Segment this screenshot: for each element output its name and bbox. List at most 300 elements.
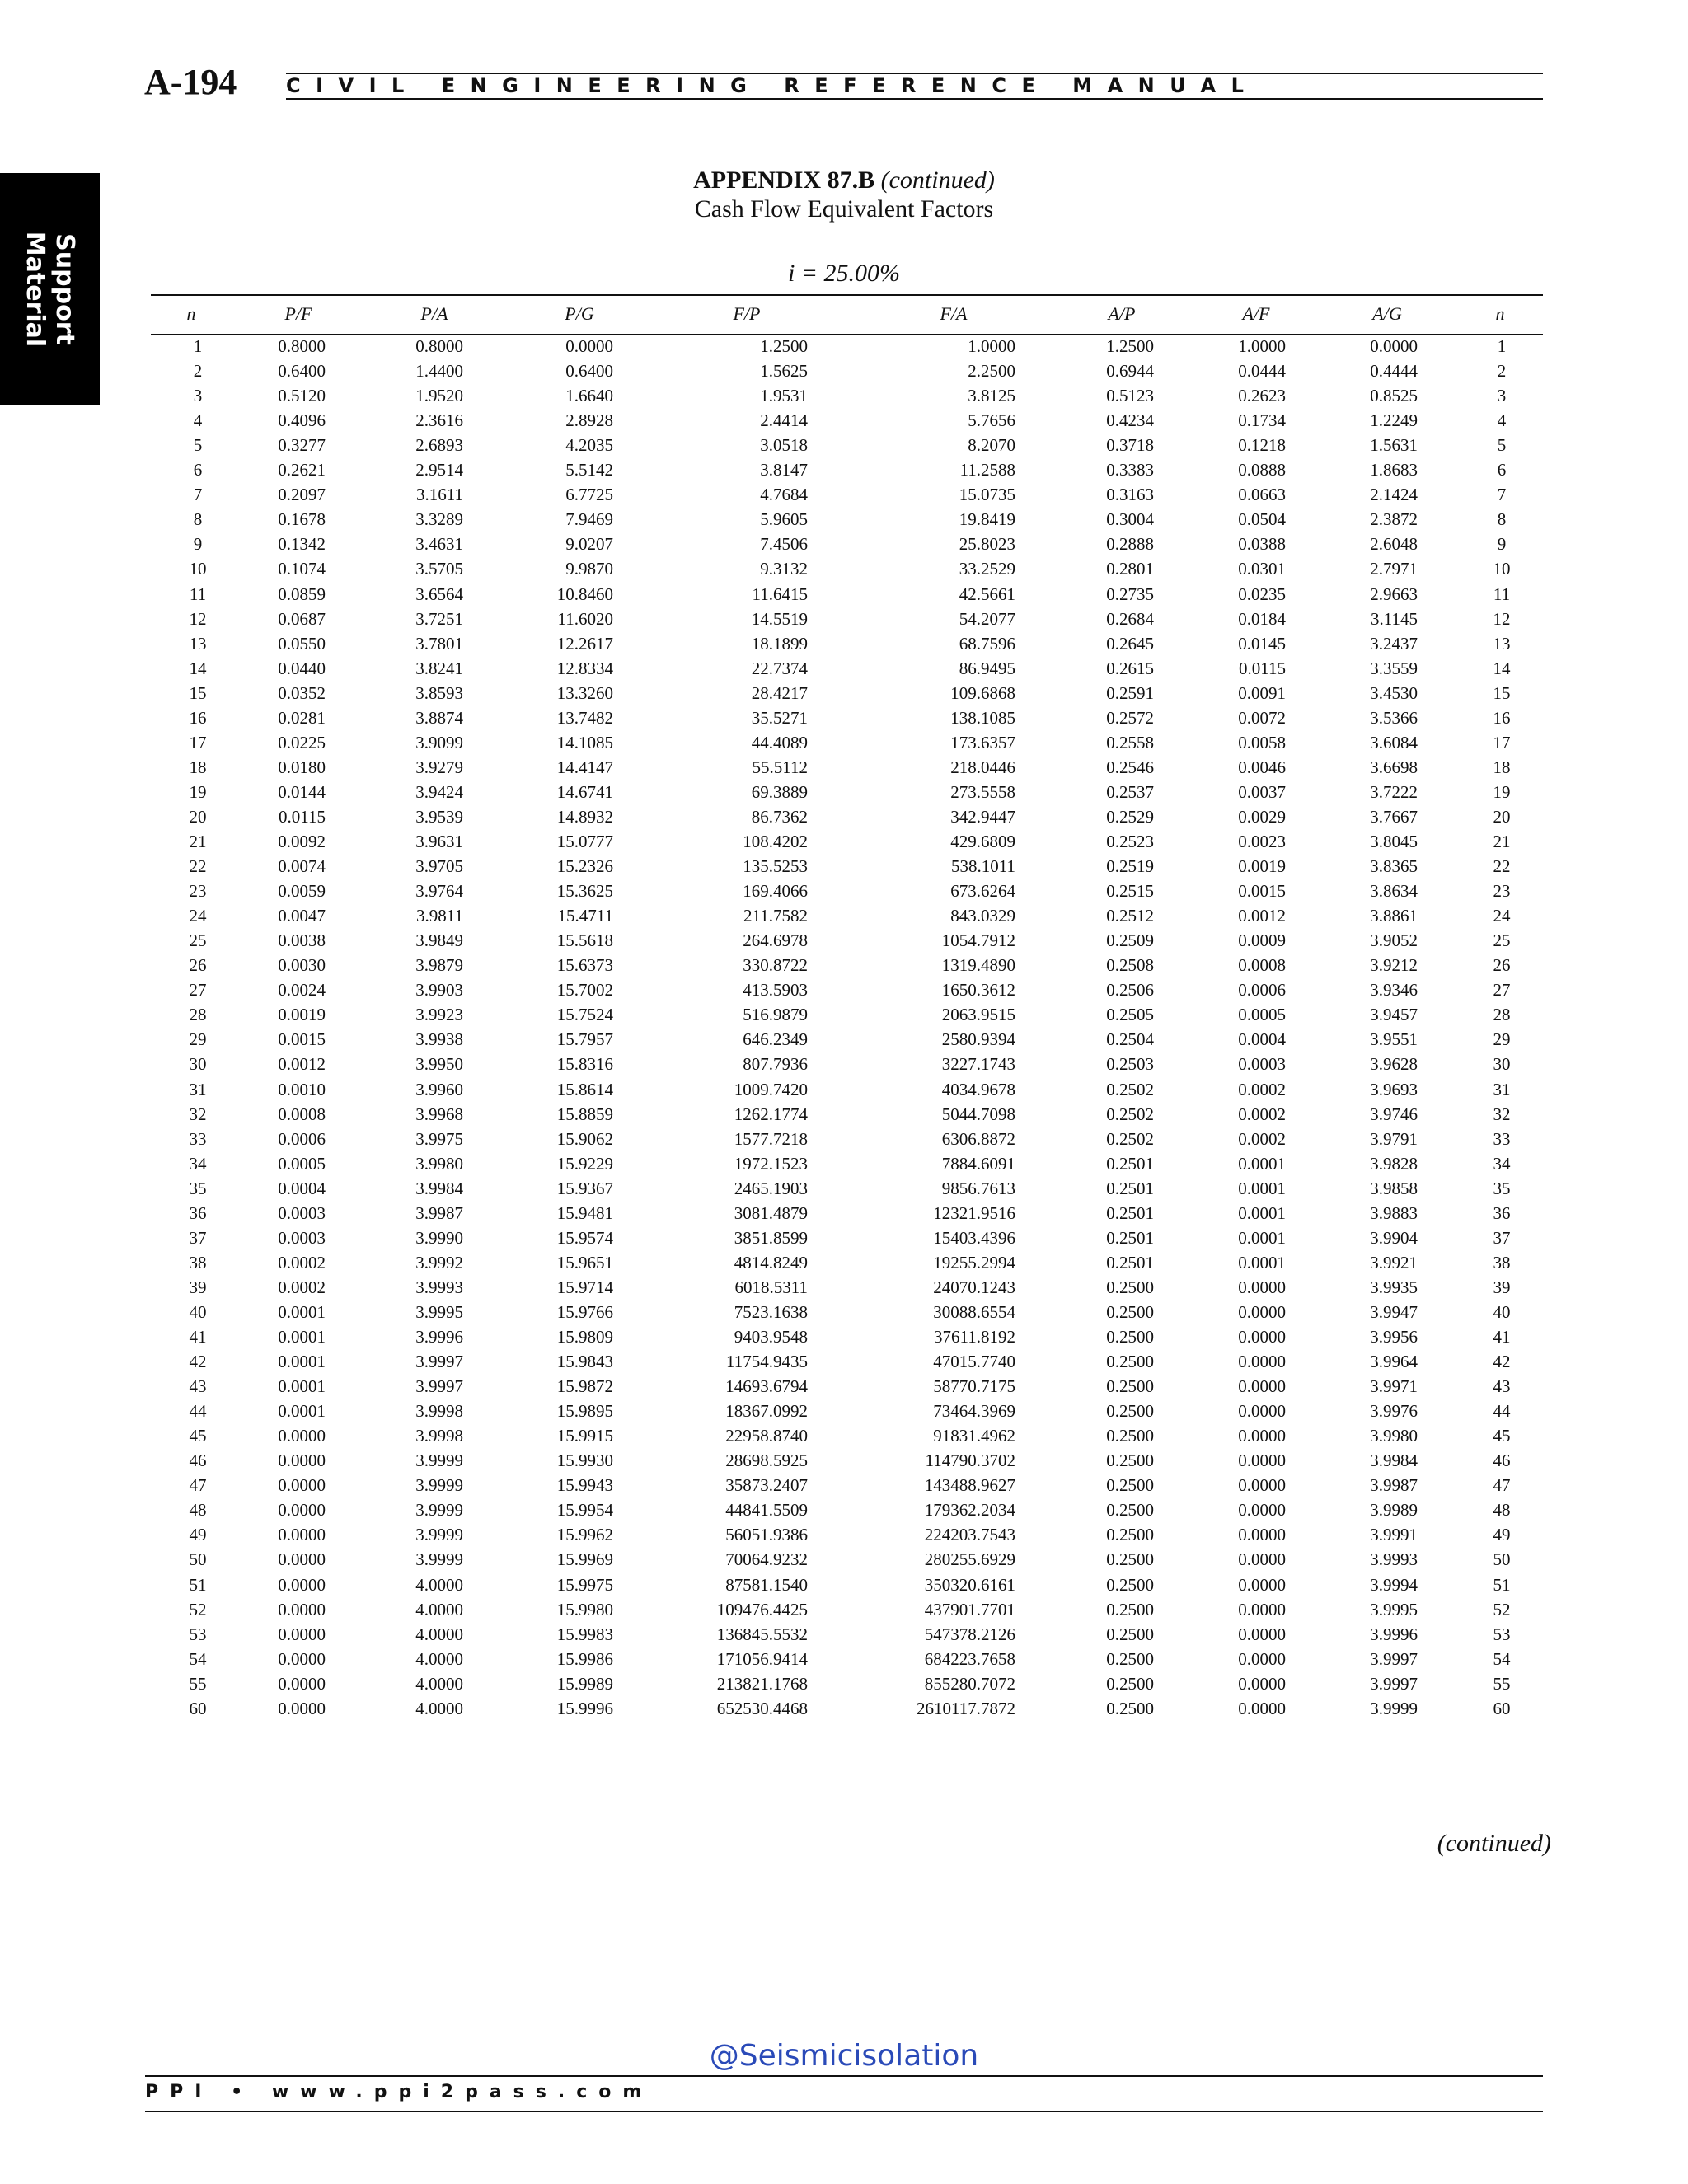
table-cell: 0.0000 (278, 1673, 326, 1694)
table-cell: 0.1734 (1238, 410, 1286, 431)
table-cell: 0.0001 (1238, 1153, 1286, 1174)
table-cell: 3.9764 (415, 881, 463, 902)
table-cell: 11 (189, 583, 207, 604)
table-cell: 3.9999 (415, 1451, 463, 1471)
table-cell: 0.4444 (1370, 361, 1418, 382)
table-cell: 3.9052 (1370, 930, 1418, 951)
table-cell: 1.6640 (565, 386, 613, 406)
table-cell: 15.9915 (556, 1426, 613, 1446)
table-cell: 3.9923 (415, 1005, 463, 1025)
table-cell: 3.9998 (415, 1401, 463, 1422)
table-cell: 0.0038 (278, 930, 326, 951)
table-cell: 0.6400 (278, 361, 326, 382)
table-cell: 3.9993 (1370, 1549, 1418, 1570)
table-cell: 22 (1493, 856, 1511, 877)
table-cell: 0.2621 (278, 460, 326, 480)
table-cell: 0.0000 (278, 1599, 326, 1619)
table-cell: 50 (189, 1549, 207, 1570)
table-cell: 0.2537 (1106, 781, 1154, 802)
table-cell: 68.7596 (959, 633, 1015, 654)
table-cell: 0.0000 (1238, 1698, 1286, 1718)
page-number: A-194 (144, 62, 237, 102)
table-cell: 3.9999 (415, 1525, 463, 1545)
table-cell: 0.2509 (1106, 930, 1154, 951)
table-cell: 20 (189, 806, 207, 827)
table-cell: 3.8147 (760, 460, 808, 480)
table-cell: 0.2501 (1106, 1178, 1154, 1198)
table-cell: 4 (1497, 410, 1507, 431)
table-cell: 3.6564 (415, 583, 463, 604)
table-cell: 24 (1493, 906, 1511, 926)
table-cell: 15.9983 (556, 1624, 613, 1644)
table-cell: 3.9999 (415, 1500, 463, 1521)
table-cell: 0.0000 (1238, 1599, 1286, 1619)
table-cell: 15.9969 (556, 1549, 613, 1570)
table-cell: 0.0115 (1239, 658, 1286, 678)
table-cell: 4.0000 (415, 1599, 463, 1619)
table-cell: 0.0072 (1238, 707, 1286, 728)
table-cell: 3.9976 (1370, 1401, 1418, 1422)
table-cell: 86.9495 (959, 658, 1015, 678)
table-cell: 21 (189, 832, 207, 851)
table-cell: 0.0000 (278, 1475, 326, 1496)
table-cell: 15 (1493, 682, 1511, 703)
table-cell: 0.0000 (278, 1574, 326, 1595)
table-cell: 3.1145 (1371, 608, 1418, 629)
table-cell: 0.0059 (278, 881, 326, 902)
table-cell: 0.8000 (278, 336, 326, 356)
table-cell: 9.0207 (565, 534, 613, 555)
table-cell: 15.8316 (556, 1054, 613, 1075)
table-cell: 41 (189, 1327, 207, 1347)
table-cell: 0.2523 (1106, 832, 1154, 851)
table-cell: 38 (1493, 1252, 1511, 1272)
table-cell: 0.2500 (1106, 1451, 1154, 1471)
table-cell: 843.0329 (950, 906, 1015, 926)
table-cell: 0.2501 (1106, 1153, 1154, 1174)
table-cell: 42 (1493, 1352, 1511, 1372)
table-cell: 3.8861 (1370, 906, 1418, 926)
table-cell: 7.4506 (760, 534, 808, 555)
table-cell: 3851.8599 (734, 1227, 808, 1248)
table-cell: 3.9989 (1370, 1500, 1418, 1521)
table-cell: 15.7524 (556, 1005, 613, 1025)
appendix-continued: (continued) (880, 166, 995, 194)
footer-text: PPI • www.ppi2pass.com (145, 2082, 654, 2102)
table-cell: 3.9997 (415, 1352, 463, 1372)
table-cell: 0.0115 (279, 806, 326, 827)
table-cell: 2.6893 (415, 435, 463, 456)
table-cell: 32 (1493, 1104, 1511, 1124)
table-cell: 652530.4468 (716, 1698, 808, 1718)
table-cell: 0.3383 (1106, 460, 1154, 480)
table-cell: 0.2500 (1106, 1525, 1154, 1545)
table-cell: 0.2684 (1106, 608, 1154, 629)
table-cell: 3.8874 (415, 707, 463, 728)
table-cell: 0.2502 (1106, 1104, 1154, 1124)
table-cell: 15.9062 (556, 1128, 613, 1149)
table-cell: 7 (193, 485, 203, 505)
table-cell: 0.0006 (1238, 980, 1286, 1001)
table-cell: 42 (189, 1352, 207, 1372)
table-cell: 6 (193, 460, 203, 480)
table-cell: 0.2591 (1106, 682, 1154, 703)
table-cell: 15.9954 (556, 1500, 613, 1521)
table-cell: 3.9811 (416, 906, 463, 926)
table-cell: 0.0000 (1238, 1277, 1286, 1297)
table-cell: 37 (1493, 1227, 1511, 1248)
table-cell: 15.9367 (556, 1178, 613, 1198)
table-cell: 13.7482 (556, 707, 613, 728)
table-cell: 0.0301 (1238, 559, 1286, 579)
table-cell: 3.8634 (1370, 881, 1418, 902)
table-cell: 3.9999 (1370, 1698, 1418, 1718)
table-cell: 33 (189, 1128, 207, 1149)
table-cell: 4.0000 (415, 1698, 463, 1718)
table-cell: 3.9539 (415, 806, 463, 827)
table-cell: 0.2500 (1106, 1624, 1154, 1644)
table-cell: 0.0002 (278, 1252, 326, 1272)
table-cell: 0.0037 (1238, 781, 1286, 802)
table-cell: 28 (1493, 1005, 1511, 1025)
table-cell: 0.0091 (1238, 682, 1286, 703)
table-cell: 3.4530 (1370, 682, 1418, 703)
interest-rate: i = 25.00% (787, 260, 901, 287)
table-cell: 11.6020 (557, 608, 613, 629)
table-cell: 35873.2407 (725, 1475, 808, 1496)
table-cell: 3.9960 (415, 1079, 463, 1099)
table-cell: 0.0012 (278, 1054, 326, 1075)
table-cell: 5044.7098 (941, 1104, 1015, 1124)
table-cell: 5.9605 (760, 509, 808, 530)
table-cell: 109.6868 (950, 682, 1015, 703)
table-cell: 0.2512 (1106, 906, 1154, 926)
table-cell: 43 (189, 1376, 207, 1397)
table-cell: 0.2506 (1106, 980, 1154, 1001)
table-cell: 0.2500 (1106, 1673, 1154, 1694)
table-cell: 14.8932 (556, 806, 613, 827)
table-cell: 273.5558 (950, 781, 1015, 802)
table-cell: 15.9975 (556, 1574, 613, 1595)
table-cell: 3.7801 (415, 633, 463, 654)
table-cell: 3.9980 (415, 1153, 463, 1174)
table-cell: 15.9996 (556, 1698, 613, 1718)
table-cell: 0.0074 (278, 856, 326, 877)
table-cell: 0.5120 (278, 386, 326, 406)
table-cell: 0.0000 (1238, 1401, 1286, 1422)
table-cell: 51 (189, 1574, 207, 1595)
table-cell: 3.9935 (1370, 1277, 1418, 1297)
table-cell: 0.0000 (278, 1451, 326, 1471)
table-cell: 1.5625 (760, 361, 808, 382)
table-cell: 0.0005 (278, 1153, 326, 1174)
table-rule-top (151, 294, 1543, 296)
table-cell: 3.8125 (968, 386, 1015, 406)
table-cell: 45 (189, 1426, 207, 1446)
table-cell: 52 (1493, 1599, 1511, 1619)
table-cell: 14.4147 (556, 757, 613, 777)
table-cell: 35.5271 (751, 707, 808, 728)
table-cell: 3.9997 (1370, 1648, 1418, 1669)
table-cell: 0.0000 (1238, 1327, 1286, 1347)
table-cell: 24070.1243 (933, 1277, 1015, 1297)
table-cell: 0.0001 (1238, 1227, 1286, 1248)
table-cell: 0.3277 (278, 435, 326, 456)
table-cell: 0.2501 (1106, 1227, 1154, 1248)
table-cell: 73464.3969 (933, 1401, 1015, 1422)
table-cell: 3.9921 (1370, 1252, 1418, 1272)
table-cell: 0.0281 (278, 707, 326, 728)
table-cell: 3.9858 (1370, 1178, 1418, 1198)
table-cell: 9856.7613 (941, 1178, 1015, 1198)
header-rule-top (286, 73, 1543, 74)
table-cell: 0.0004 (1238, 1029, 1286, 1050)
table-cell: 0.0225 (278, 732, 326, 752)
table-cell: 0.0092 (278, 832, 326, 851)
table-cell: 0.0000 (1370, 336, 1418, 356)
table-cell: 44 (189, 1401, 207, 1422)
table-cell: 0.0002 (1238, 1128, 1286, 1149)
table-cell: 37 (189, 1227, 207, 1248)
table-cell: 171056.9414 (716, 1648, 808, 1669)
table-cell: 33 (1493, 1128, 1511, 1149)
table-cell: 12 (189, 608, 207, 629)
table-cell: 15.6373 (556, 955, 613, 976)
table-cell: 3.7667 (1370, 806, 1418, 827)
table-cell: 3.9990 (415, 1227, 463, 1248)
table-cell: 0.2558 (1106, 732, 1154, 752)
table-cell: 0.8525 (1370, 386, 1418, 406)
table-cell: 0.2515 (1106, 881, 1154, 902)
table-cell: 0.0000 (1238, 1549, 1286, 1570)
table-cell: 15.9943 (556, 1475, 613, 1496)
table-cell: 49 (1493, 1525, 1511, 1545)
side-tab-label (20, 232, 79, 347)
table-cell: 7 (1497, 485, 1507, 505)
table-cell: 70064.9232 (725, 1549, 808, 1570)
table-cell: 0.2500 (1106, 1599, 1154, 1619)
table-cell: 4.2035 (565, 435, 613, 456)
table-cell: 1.8683 (1370, 460, 1418, 480)
table-cell: 342.9447 (950, 806, 1015, 827)
table-cell: 437901.7701 (924, 1599, 1015, 1619)
table-cell: 3.9693 (1370, 1079, 1418, 1099)
table-cell: 0.0687 (278, 608, 326, 629)
table-cell: 18 (189, 757, 207, 777)
table-cell: 0.0003 (278, 1202, 326, 1223)
table-cell: 1.0000 (1238, 336, 1286, 356)
table-cell: 3.9996 (1370, 1624, 1418, 1644)
table-cell: 264.6978 (743, 930, 808, 951)
table-cell: 350320.6161 (924, 1574, 1015, 1595)
table-cell: 3.9971 (1370, 1376, 1418, 1397)
table-cell: 3.9997 (1370, 1673, 1418, 1694)
table-cell: 280255.6929 (924, 1549, 1015, 1570)
table-cell: 0.0000 (278, 1698, 326, 1718)
table-cell: 31 (1493, 1079, 1511, 1099)
table-cell: 15.7002 (556, 980, 613, 1001)
table-cell: 143488.9627 (924, 1475, 1015, 1496)
table-cell: 18367.0992 (725, 1401, 808, 1422)
table-cell: 3.9883 (1370, 1202, 1418, 1223)
table-cell: 0.5123 (1106, 386, 1154, 406)
table-cell: 2.6048 (1370, 534, 1418, 555)
table-cell: 0.0184 (1238, 608, 1286, 629)
table-cell: 28.4217 (751, 682, 808, 703)
table-cell: 3.8045 (1370, 832, 1418, 851)
table-cell: 0.0144 (278, 781, 326, 802)
table-cell: 11.2588 (959, 460, 1015, 480)
table-cell: 3.8593 (415, 682, 463, 703)
table-cell: 14.1085 (556, 732, 613, 752)
table-cell: 0.0000 (1238, 1376, 1286, 1397)
table-cell: 0.0030 (278, 955, 326, 976)
table-cell: 3.9903 (415, 980, 463, 1001)
table-cell: 9 (193, 534, 203, 555)
table-cell: 12.2617 (556, 633, 613, 654)
table-cell: 0.2888 (1106, 534, 1154, 555)
table-cell: 0.0008 (1238, 955, 1286, 976)
table-cell: 0.2572 (1106, 707, 1154, 728)
table-cell: 46 (1493, 1451, 1511, 1471)
table-cell: 0.0015 (1238, 881, 1286, 902)
side-tab-line1: Support (50, 233, 79, 345)
table-cell: 330.8722 (743, 955, 808, 976)
table-cell: 3.9991 (1370, 1525, 1418, 1545)
table-cell: 0.3004 (1106, 509, 1154, 530)
table-cell: 3.9984 (415, 1178, 463, 1198)
table-cell: 39 (189, 1277, 207, 1297)
table-cell: 2.3616 (415, 410, 463, 431)
table-cell: 3.2437 (1370, 633, 1418, 654)
column-header: P/G (565, 303, 594, 324)
table-cell: 0.2500 (1106, 1352, 1154, 1372)
table-cell: 44.4089 (751, 732, 808, 752)
table-cell: 2.4414 (760, 410, 808, 431)
table-cell: 11754.9435 (726, 1352, 808, 1372)
table-cell: 54 (189, 1648, 207, 1669)
table-cell: 17 (189, 732, 207, 752)
table-cell: 516.9879 (743, 1005, 808, 1025)
table-cell: 3081.4879 (734, 1202, 808, 1223)
table-cell: 224203.7543 (924, 1525, 1015, 1545)
table-cell: 2.3872 (1370, 509, 1418, 530)
table-cell: 0.2546 (1106, 757, 1154, 777)
table-cell: 0.2501 (1106, 1252, 1154, 1272)
table-cell: 0.0002 (1238, 1079, 1286, 1099)
table-cell: 0.1678 (278, 509, 326, 530)
table-cell: 12 (1493, 608, 1511, 629)
table-cell: 13 (189, 633, 207, 654)
table-cell: 0.6944 (1106, 361, 1154, 382)
table-cell: 15.9872 (556, 1376, 613, 1397)
table-cell: 0.2500 (1106, 1277, 1154, 1297)
table-cell: 3.9746 (1370, 1104, 1418, 1124)
table-cell: 58770.7175 (933, 1376, 1015, 1397)
table-cell: 0.0005 (1238, 1005, 1286, 1025)
table-cell: 0.2501 (1106, 1202, 1154, 1223)
table-cell: 15.9962 (556, 1525, 613, 1545)
table-cell: 3.3289 (415, 509, 463, 530)
table-cell: 86.7362 (751, 806, 808, 827)
table-cell: 0.0024 (278, 980, 326, 1001)
table-cell: 6 (1497, 460, 1507, 480)
table-cell: 3.9992 (415, 1252, 463, 1272)
table-cell: 538.1011 (951, 856, 1015, 877)
table-cell: 13.3260 (556, 682, 613, 703)
table-cell: 14693.6794 (725, 1376, 808, 1397)
table-cell: 14 (189, 658, 207, 678)
table-cell: 0.0000 (278, 1500, 326, 1521)
table-cell: 35 (189, 1178, 207, 1198)
table-cell: 15 (189, 682, 207, 703)
table-cell: 2580.9394 (941, 1029, 1015, 1050)
table-cell: 29 (1493, 1029, 1511, 1050)
table-cell: 0.0000 (278, 1624, 326, 1644)
table-cell: 3.9993 (415, 1277, 463, 1297)
table-cell: 5 (193, 435, 203, 456)
table-cell: 0.2097 (278, 485, 326, 505)
table-cell: 0.0001 (278, 1352, 326, 1372)
table-cell: 15.8614 (556, 1079, 613, 1099)
table-cell: 0.2503 (1106, 1054, 1154, 1075)
table-cell: 18.1899 (751, 633, 808, 654)
table-cell: 15.7957 (556, 1029, 613, 1050)
table-cell: 3.9968 (415, 1104, 463, 1124)
table-cell: 0.2500 (1106, 1648, 1154, 1669)
table-cell: 684223.7658 (924, 1648, 1015, 1669)
table-cell: 0.2505 (1106, 1005, 1154, 1025)
table-cell: 3.9994 (1370, 1574, 1418, 1595)
table-cell: 15.9651 (556, 1252, 613, 1272)
table-cell: 3.9212 (1370, 955, 1418, 976)
table-cell: 30 (1493, 1054, 1511, 1075)
table-cell: 4.0000 (415, 1624, 463, 1644)
table-cell: 0.0888 (1238, 460, 1286, 480)
table-cell: 1262.1774 (734, 1104, 808, 1124)
table-cell: 0.1342 (278, 534, 326, 555)
table-cell: 3.9999 (415, 1549, 463, 1570)
table-cell: 0.0046 (1238, 757, 1286, 777)
table-cell: 807.7936 (743, 1054, 808, 1075)
table-cell: 0.0001 (278, 1376, 326, 1397)
table-rule-header (151, 334, 1543, 335)
table-cell: 15.9989 (556, 1673, 613, 1694)
table-cell: 35 (1493, 1178, 1511, 1198)
table-cell: 53 (189, 1624, 207, 1644)
table-cell: 0.0019 (278, 1005, 326, 1025)
table-cell: 0.3163 (1106, 485, 1154, 505)
table-cell: 2465.1903 (734, 1178, 808, 1198)
table-cell: 46 (189, 1451, 207, 1471)
table-cell: 47015.7740 (933, 1352, 1015, 1372)
table-cell: 10.8460 (556, 583, 613, 604)
table-cell: 3.9947 (1370, 1301, 1418, 1322)
table-cell: 0.0047 (278, 906, 326, 926)
table-cell: 4814.8249 (734, 1252, 808, 1272)
table-cell: 0.2500 (1106, 1426, 1154, 1446)
table-cell: 0.0859 (278, 583, 326, 604)
table-cell: 0.0004 (278, 1178, 326, 1198)
table-cell: 17 (1493, 732, 1511, 752)
table-cell: 3.9975 (415, 1128, 463, 1149)
table-cell: 0.0352 (278, 682, 326, 703)
table-cell: 41 (1493, 1327, 1511, 1347)
table-cell: 14.5519 (751, 608, 808, 629)
table-cell: 20 (1493, 806, 1511, 827)
table-cell: 0.0029 (1238, 806, 1286, 827)
table-cell: 0.0145 (1238, 633, 1286, 654)
